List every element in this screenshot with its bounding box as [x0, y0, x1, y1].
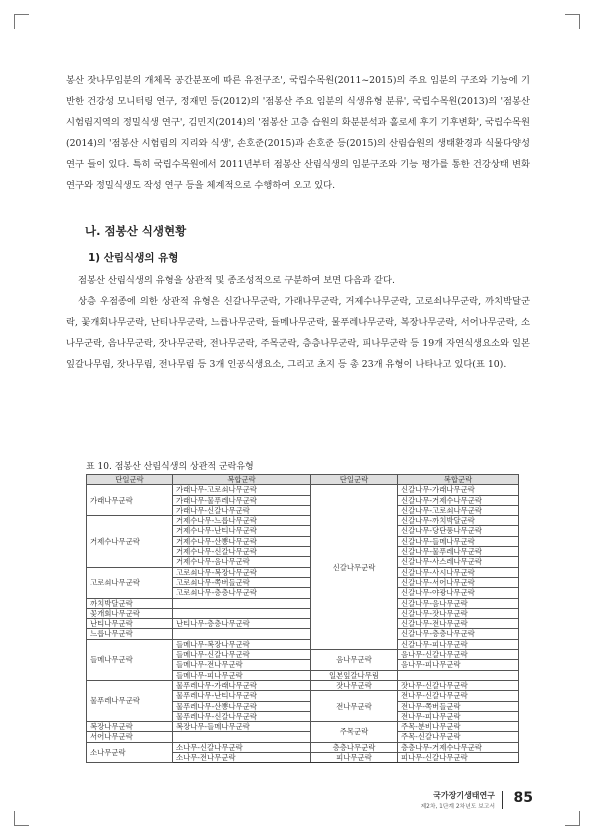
complex-cell: 들메나무-신갈나무군락	[173, 650, 311, 660]
header-complex-left: 복합군락	[173, 475, 311, 485]
single-cell: 가래나무군락	[87, 485, 173, 516]
right-complex-cell: 음나무-신갈나무군락	[398, 650, 519, 660]
complex-cell: 들메나무-피나무군락	[173, 670, 311, 680]
complex-cell: 들메나무-복장나무군락	[173, 639, 311, 649]
crop-mark-bottom-right	[565, 811, 580, 826]
body-text	[66, 270, 530, 375]
right-complex-cell: 신갈나무-야광나무군락	[398, 588, 519, 598]
header-single-right: 단일군락	[311, 475, 398, 485]
table-row	[87, 732, 519, 742]
complex-cell	[173, 629, 311, 639]
complex-cell: 거제수나무-난티나무군락	[173, 526, 311, 536]
page-footer	[418, 790, 533, 820]
right-complex-cell: 주목-신갈나무군락	[398, 732, 519, 742]
table-row	[87, 629, 519, 639]
complex-cell: 고로쇠나무-층층나무군락	[173, 588, 311, 598]
header-complex-right: 복합군락	[398, 475, 519, 485]
subsection-heading: 1) 산림식생의 유형	[88, 252, 179, 264]
single-cell: 물푸레나무군락	[87, 680, 173, 721]
single-cell: 고로쇠나무군락	[87, 567, 173, 598]
table-row	[87, 485, 519, 495]
right-complex-cell: 신갈나무-고로쇠나무군락	[398, 505, 519, 515]
complex-cell: 거제수나무-산뽕나무군락	[173, 536, 311, 546]
single-cell: 까치박달군락	[87, 598, 173, 608]
right-complex-cell	[398, 670, 519, 680]
intro-paragraph	[66, 70, 530, 196]
right-complex-cell: 신갈나무-까치박달군락	[398, 516, 519, 526]
section-heading: 나. 점봉산 식생현황	[85, 224, 187, 238]
body-paragraph-1: 점봉산 산림식생의 유형을 상관적 및 종조성적으로 구분하여 보면 다음과 같다.	[78, 275, 395, 286]
table-row	[87, 608, 519, 618]
intro-text: 봉산 잣나무임분의 개체목 공간분포에 따른 유전구조', 국립수목원(2011~2015)의 주요 임분의 구조와 기능에 기반한 건강성 모니터링 연구, 정재민 등(2012)의 '점봉산 주요 임분의 식생유형 분류', 국립수목원(2013)의 '점봉산 시험림지역의 정밀식생 연구', 김민지(2014)의 '점봉산 고층 습원의 화분분석과 홀로세 후기 기후변화', 국립수목원(2014)의 '점봉산 시험림의 지리와 식생', 손호준(2015)과 손호준 등(2015)의 산림습원의 생태환경과 식물다양성 연구 들이 있다. 특히 국립수목원에서 2011년부터 점봉산 산림식생의 임분구조와 기능 평가를 통한 건강상태 변화 연구와 정밀식생도 작성 연구 등을 체계적으로 수행하여 오고 있다.	[66, 75, 530, 191]
single-cell: 꽃개회나무군락	[87, 608, 173, 618]
right-complex-cell: 신갈나무-음나무군락	[398, 598, 519, 608]
table-row	[87, 516, 519, 526]
complex-cell: 소나무-전나무군락	[173, 753, 311, 763]
crop-mark-top-right	[565, 14, 580, 29]
complex-cell	[173, 598, 311, 608]
single-cell: 난티나무군락	[87, 619, 173, 629]
single-cell: 거제수나무군락	[87, 516, 173, 567]
single-cell: 복장나무군락	[87, 722, 173, 732]
right-complex-cell: 신갈나무-층층나무군락	[398, 629, 519, 639]
right-complex-cell: 신갈나무-전나무군락	[398, 619, 519, 629]
footer-divider	[502, 791, 503, 809]
page-number: 85	[513, 790, 533, 806]
table-header-row	[87, 475, 519, 485]
right-complex-cell: 층층나무-거제수나무군락	[398, 742, 519, 752]
table-row	[87, 742, 519, 752]
table-caption: 표 10. 점봉산 산림식생의 상관적 군락유형	[86, 462, 254, 472]
complex-cell: 거제수나무-음나무군락	[173, 557, 311, 567]
header-single-left: 단일군락	[87, 475, 173, 485]
crop-mark-top-left	[14, 14, 29, 29]
right-complex-cell: 신갈나무-가래나무군락	[398, 485, 519, 495]
complex-cell: 물푸레나무-난티나무군락	[173, 691, 311, 701]
right-complex-cell: 신갈나무-사시나무군락	[398, 567, 519, 577]
right-single-cell: 신갈나무군락	[311, 485, 398, 650]
table-row	[87, 722, 519, 732]
single-cell: 느릅나무군락	[87, 629, 173, 639]
complex-cell	[173, 608, 311, 618]
complex-cell: 가래나무-고로쇠나무군락	[173, 485, 311, 495]
complex-cell: 거제수나무-느릅나무군락	[173, 516, 311, 526]
right-single-cell: 음나무군락	[311, 650, 398, 671]
right-single-cell: 주목군락	[311, 722, 398, 743]
complex-cell: 난티나무-층층나무군락	[173, 619, 311, 629]
table-row	[87, 598, 519, 608]
right-complex-cell: 신갈나무-사스레나무군락	[398, 557, 519, 567]
complex-cell: 복장나무-들메나무군락	[173, 722, 311, 732]
right-single-cell: 잣나무군락	[311, 680, 398, 690]
right-complex-cell: 신갈나무-물푸레나무군락	[398, 547, 519, 557]
complex-cell: 고로쇠나무-복장나무군락	[173, 567, 311, 577]
right-complex-cell: 전나무-쪽버들군락	[398, 701, 519, 711]
complex-cell: 들메나무-전나무군락	[173, 660, 311, 670]
right-complex-cell: 신갈나무-서어나무군락	[398, 577, 519, 587]
table-row	[87, 619, 519, 629]
footer-subtitle: 제2차, 1단계 2차년도 보고서	[420, 804, 495, 810]
right-single-cell: 피나무군락	[311, 753, 398, 763]
complex-cell: 물푸레나무-가래나무군락	[173, 680, 311, 690]
table-row	[87, 680, 519, 690]
right-single-cell: 일본잎갈나무림	[311, 670, 398, 680]
complex-cell: 소나무-신갈나무군락	[173, 742, 311, 752]
body-paragraph-2: 상층 우점종에 의한 상관적 유형은 신갈나무군락, 가래나무군락, 거제수나무군락, 고로쇠나무군락, 까치박달군락, 꽃개회나무군락, 난티나무군락, 느릅나무군락, 들메나무군락, 물푸레나무군락, 복장나무군락, 서어나무군락, 소나무군락, 음나무군락, 잣나무군락, 전나무군락, 주목군락, 층층나무군락, 피나무군락 등 19개 자연식생요소와 일본잎갈나무림, 잣나무림, 전나무림 등 3개 인공식생요소, 그리고 초지 등 총 23개 유형이 나타나고 있다(표 10).	[66, 296, 530, 370]
complex-cell: 고로쇠나무-쪽버들군락	[173, 577, 311, 587]
right-complex-cell: 신갈나무-피나무군락	[398, 639, 519, 649]
complex-cell: 물푸레나무-산뽕나무군락	[173, 701, 311, 711]
right-complex-cell: 음나무-피나무군락	[398, 660, 519, 670]
right-complex-cell: 피나무-신갈나무군락	[398, 753, 519, 763]
right-single-cell: 전나무군락	[311, 691, 398, 722]
right-complex-cell: 신갈나무-거제수나무군락	[398, 495, 519, 505]
single-cell: 들메나무군락	[87, 639, 173, 680]
right-complex-cell: 신갈나무-당단풍나무군락	[398, 526, 519, 536]
right-complex-cell: 잣나무-신갈나무군락	[398, 680, 519, 690]
complex-cell: 거제수나무-신갈나무군락	[173, 547, 311, 557]
single-cell: 소나무군락	[87, 742, 173, 763]
complex-cell: 가래나무-신갈나무군락	[173, 505, 311, 515]
right-complex-cell: 신갈나무-잣나무군락	[398, 608, 519, 618]
right-complex-cell: 전나무-피나무군락	[398, 711, 519, 721]
right-complex-cell: 주목-분비나무군락	[398, 722, 519, 732]
table-row	[87, 639, 519, 649]
complex-cell: 물푸레나무-신갈나무군락	[173, 711, 311, 721]
complex-cell: 가래나무-물푸레나무군락	[173, 495, 311, 505]
right-single-cell: 층층나무군락	[311, 742, 398, 752]
single-cell: 서어나무군락	[87, 732, 173, 742]
community-type-table	[86, 474, 519, 763]
right-complex-cell: 신갈나무-들메나무군락	[398, 536, 519, 546]
crop-mark-bottom-left	[14, 811, 29, 826]
complex-cell	[173, 732, 311, 742]
right-complex-cell: 전나무-신갈나무군락	[398, 691, 519, 701]
footer-institution: 국가장기생태연구	[433, 791, 495, 800]
table-row	[87, 567, 519, 577]
